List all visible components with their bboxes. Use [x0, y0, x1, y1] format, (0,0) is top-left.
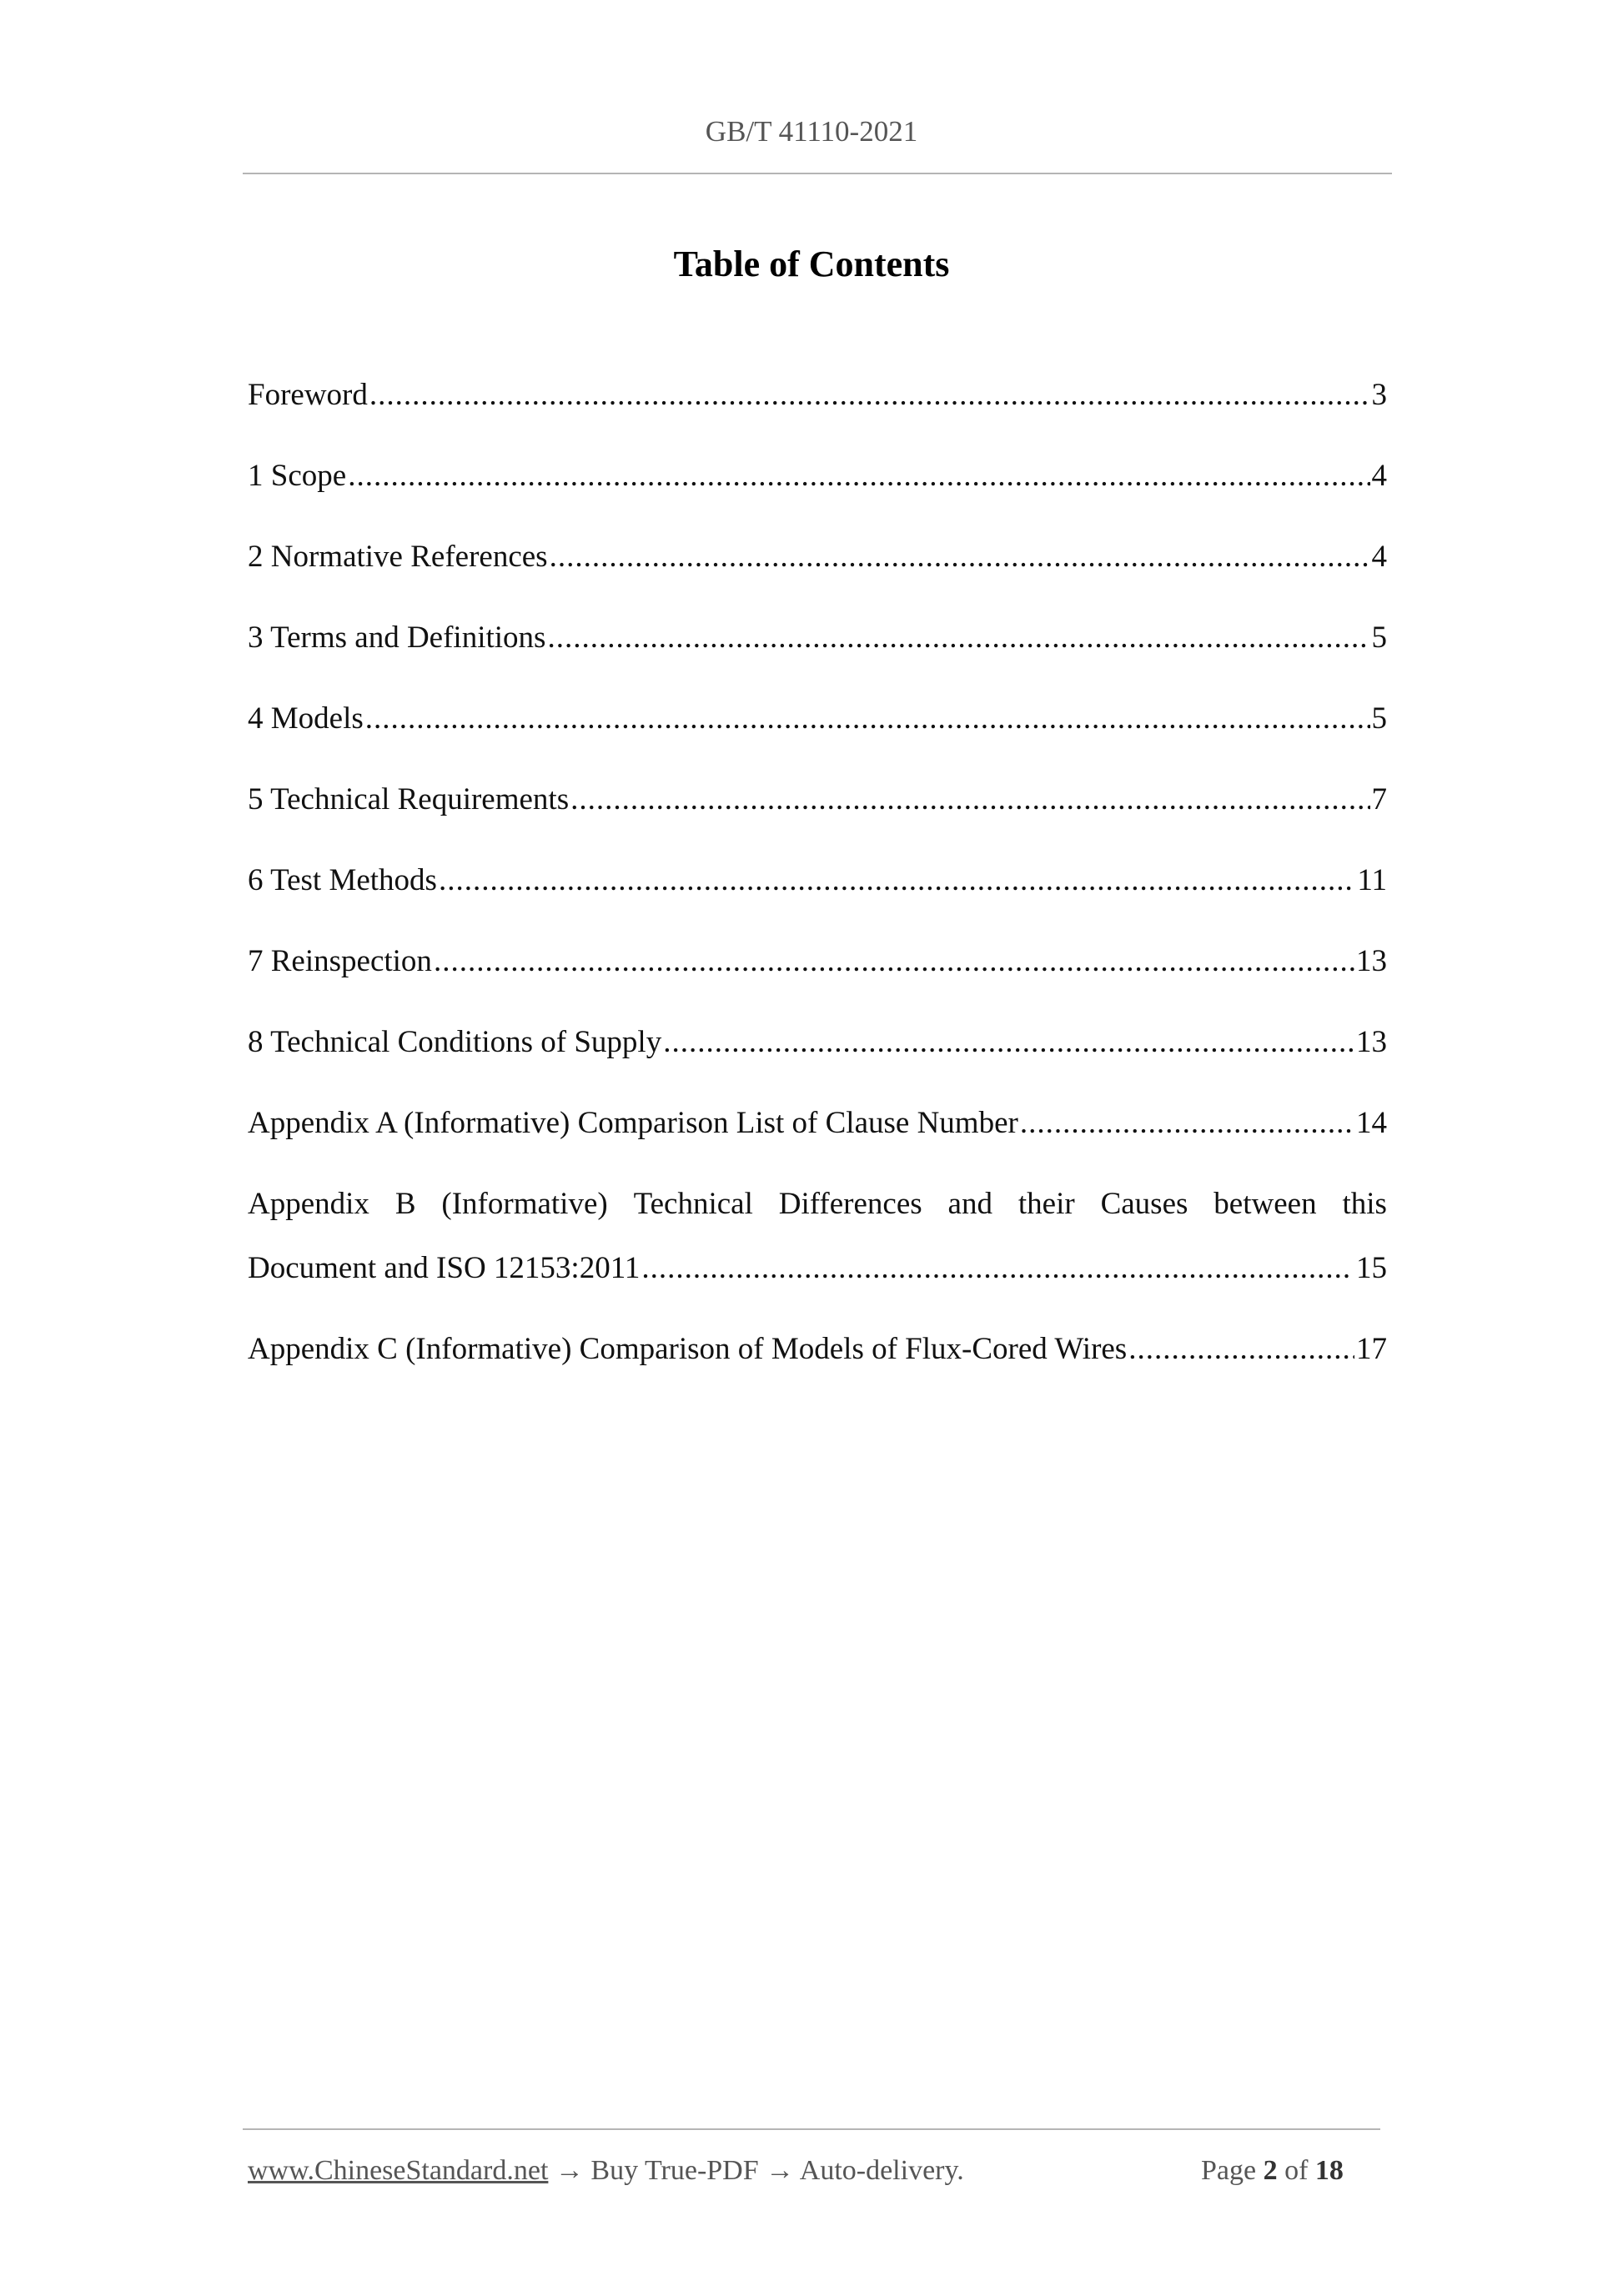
toc-word: this [1342, 1187, 1387, 1221]
toc-entry-scope[interactable] [248, 458, 1387, 495]
toc-entry-page: 7 [1371, 782, 1387, 816]
header-divider [243, 173, 1392, 174]
toc-entry-page: 3 [1371, 378, 1387, 412]
footer-divider [243, 2128, 1380, 2130]
toc-entry-page: 5 [1371, 620, 1387, 655]
toc-leader-dots [1020, 1105, 1354, 1142]
toc-entry-test-methods[interactable] [248, 862, 1387, 899]
toc-entry-label: 5 Technical Requirements [248, 782, 570, 816]
toc-entry-technical-requirements[interactable] [248, 781, 1387, 818]
toc-word: Appendix [248, 1187, 369, 1221]
toc-leader-dots [663, 1024, 1354, 1061]
toc-leader-dots [348, 458, 1369, 495]
toc-word: Technical [633, 1187, 753, 1221]
toc-entry-page: 4 [1371, 459, 1387, 493]
toc-word: Causes [1100, 1187, 1188, 1221]
toc-entry-label: 6 Test Methods [248, 863, 437, 897]
toc-leader-dots [550, 539, 1370, 575]
toc-word: (Informative) [441, 1187, 608, 1221]
toc-entry-label: 4 Models [248, 701, 364, 736]
toc-entry-page: 13 [1356, 944, 1387, 978]
toc-word: and [947, 1187, 992, 1221]
toc-entry-normative-references[interactable] [248, 539, 1387, 575]
toc-entry-foreword[interactable] [248, 377, 1387, 414]
toc-entry-page: 5 [1371, 701, 1387, 736]
toc-word: Differences [778, 1187, 922, 1221]
toc-word: between [1213, 1187, 1317, 1221]
toc-leader-dots [369, 377, 1370, 414]
toc-entry-label-line1 [248, 1186, 1387, 1223]
toc-entry-label-line2 [248, 1250, 1387, 1287]
toc-entry-appendix-c[interactable] [248, 1331, 1387, 1368]
document-code-header: GB/T 41110-2021 [705, 115, 918, 148]
toc-entry-label: Foreword [248, 378, 368, 412]
toc-entry-label: 8 Technical Conditions of Supply [248, 1025, 662, 1059]
toc-entry-label: Appendix A (Informative) Comparison List of Clause Number [248, 1106, 1018, 1140]
toc-word: their [1018, 1187, 1075, 1221]
page-current: 2 [1263, 2155, 1278, 2186]
toc-entry-appendix-b[interactable] [248, 1186, 1387, 1287]
toc-entry-label: 2 Normative References [248, 540, 548, 574]
delivery-text: Auto-delivery. [799, 2155, 964, 2186]
toc-entry-page: 11 [1357, 863, 1387, 897]
page-total: 18 [1314, 2155, 1344, 2186]
toc-entry-label: Document and ISO 12153:2011 [248, 1251, 641, 1285]
arrow-icon: → [766, 2155, 795, 2186]
toc-entry-reinspection[interactable] [248, 943, 1387, 980]
arrow-icon: → [555, 2155, 584, 2186]
toc-leader-dots [641, 1250, 1351, 1287]
toc-word: B [394, 1187, 416, 1221]
buy-text: Buy True-PDF [590, 2155, 759, 2186]
footer-promo [248, 2155, 964, 2187]
toc-leader-dots [434, 943, 1354, 980]
toc-entry-page: 4 [1371, 540, 1387, 574]
toc-leader-dots [439, 862, 1355, 899]
toc-entry-terms-definitions[interactable] [248, 620, 1387, 656]
toc-leader-dots [570, 781, 1369, 818]
page-word: Page [1201, 2155, 1257, 2186]
toc-leader-dots [365, 701, 1370, 737]
toc-entry-appendix-a[interactable] [248, 1105, 1387, 1142]
toc-entry-page: 17 [1356, 1332, 1387, 1366]
toc-title: Table of Contents [673, 244, 950, 284]
toc-entry-label: 3 Terms and Definitions [248, 620, 546, 655]
toc-entry-models[interactable] [248, 701, 1387, 737]
toc-list [248, 377, 1387, 1412]
toc-entry-technical-conditions-supply[interactable] [248, 1024, 1387, 1061]
toc-entry-page: 14 [1356, 1106, 1387, 1140]
page-number [1201, 2155, 1344, 2187]
toc-leader-dots [547, 620, 1369, 656]
toc-entry-page: 13 [1356, 1025, 1387, 1059]
toc-entry-label: 1 Scope [248, 459, 347, 493]
toc-entry-label: 7 Reinspection [248, 944, 432, 978]
toc-entry-label: Appendix C (Informative) Comparison of Models of Flux-Cored Wires [248, 1332, 1128, 1366]
site-link[interactable]: www.ChineseStandard.net [248, 2155, 549, 2186]
toc-leader-dots [1128, 1331, 1354, 1368]
of-word: of [1284, 2155, 1309, 2186]
toc-entry-page: 15 [1356, 1251, 1387, 1285]
